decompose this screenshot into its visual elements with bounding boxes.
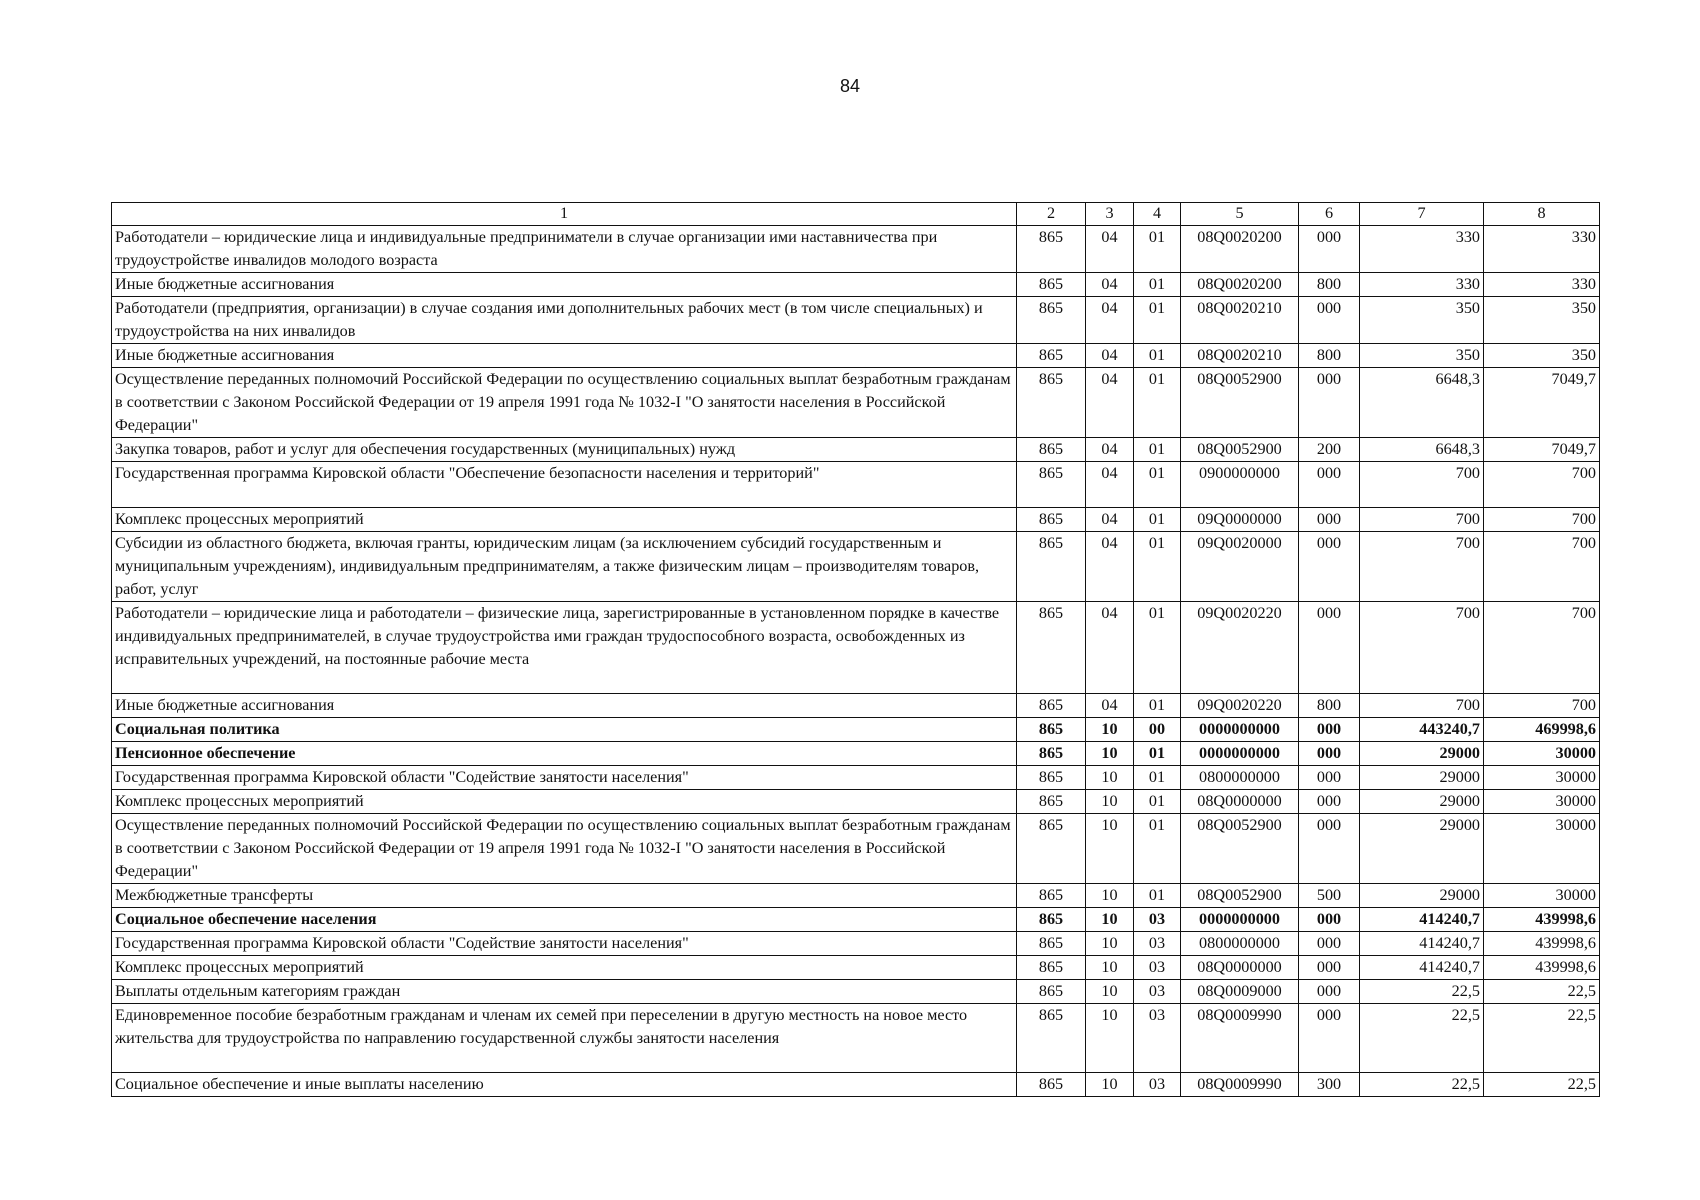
grbs-code-cell: 865 [1017, 1004, 1086, 1073]
grbs-code-cell: 865 [1017, 908, 1086, 932]
expense-type-cell: 000 [1299, 766, 1360, 790]
amount-year1-cell: 414240,7 [1360, 908, 1484, 932]
row-name-cell: Иные бюджетные ассигнования [112, 273, 1017, 297]
row-name-cell: Работодатели – юридические лица и работодатели – физические лица, зарегистрированные в установленном порядке в качестве индивидуальных предпринимателей, в случае трудоустройства ими граждан трудоспособного возраста, освобожденных из исправительных учреждений, на постоянные рабочие места [112, 602, 1017, 694]
subsection-code-cell: 01 [1134, 884, 1181, 908]
row-name-cell: Работодатели – юридические лица и индивидуальные предприниматели в случае организации ими наставничества при трудоустройстве инвалидов молодого возраста [112, 226, 1017, 273]
amount-year1-cell: 29000 [1360, 766, 1484, 790]
target-article-cell: 0000000000 [1181, 718, 1299, 742]
amount-year2-cell: 30000 [1484, 766, 1600, 790]
expense-type-cell: 000 [1299, 718, 1360, 742]
amount-year2-cell: 7049,7 [1484, 368, 1600, 438]
grbs-code-cell: 865 [1017, 368, 1086, 438]
amount-year1-cell: 700 [1360, 694, 1484, 718]
row-name-cell: Комплекс процессных мероприятий [112, 956, 1017, 980]
amount-year1-cell: 6648,3 [1360, 438, 1484, 462]
section-code-cell: 10 [1086, 932, 1134, 956]
amount-year1-cell: 700 [1360, 462, 1484, 508]
table-row [112, 790, 1600, 814]
section-code-cell: 04 [1086, 226, 1134, 273]
row-name-cell: Пенсионное обеспечение [112, 742, 1017, 766]
section-code-cell: 10 [1086, 790, 1134, 814]
subsection-code-cell: 03 [1134, 956, 1181, 980]
row-name-cell: Закупка товаров, работ и услуг для обеспечения государственных (муниципальных) нужд [112, 438, 1017, 462]
row-name-cell: Иные бюджетные ассигнования [112, 344, 1017, 368]
amount-year1-cell: 22,5 [1360, 980, 1484, 1004]
target-article-cell: 08Q0052900 [1181, 814, 1299, 884]
table-row [112, 932, 1600, 956]
target-article-cell: 08Q0009990 [1181, 1073, 1299, 1097]
grbs-code-cell: 865 [1017, 718, 1086, 742]
target-article-cell: 08Q0052900 [1181, 368, 1299, 438]
expense-type-cell: 000 [1299, 932, 1360, 956]
subsection-code-cell: 00 [1134, 718, 1181, 742]
target-article-cell: 09Q0020220 [1181, 602, 1299, 694]
subsection-code-cell: 01 [1134, 344, 1181, 368]
target-article-cell: 0000000000 [1181, 742, 1299, 766]
table-body [112, 226, 1600, 1097]
subsection-code-cell: 01 [1134, 438, 1181, 462]
section-code-cell: 10 [1086, 814, 1134, 884]
column-header-8: 8 [1484, 203, 1600, 226]
table-row [112, 884, 1600, 908]
grbs-code-cell: 865 [1017, 884, 1086, 908]
table-row [112, 344, 1600, 368]
table-row [112, 956, 1600, 980]
amount-year1-cell: 700 [1360, 508, 1484, 532]
amount-year1-cell: 350 [1360, 297, 1484, 344]
target-article-cell: 08Q0000000 [1181, 956, 1299, 980]
table-row [112, 766, 1600, 790]
subsection-code-cell: 01 [1134, 462, 1181, 508]
amount-year1-cell: 443240,7 [1360, 718, 1484, 742]
column-header-2: 2 [1017, 203, 1086, 226]
table-row [112, 742, 1600, 766]
column-header-6: 6 [1299, 203, 1360, 226]
header-row [112, 203, 1600, 226]
page-number: 84 [839, 76, 861, 96]
expense-type-cell: 000 [1299, 1004, 1360, 1073]
row-name-cell: Единовременное пособие безработным гражданам и членам их семей при переселении в другую местность на новое место жительства для трудоустройства по направлению государственной службы занятости населения [112, 1004, 1017, 1073]
expense-type-cell: 000 [1299, 814, 1360, 884]
target-article-cell: 0000000000 [1181, 908, 1299, 932]
table-row [112, 1004, 1600, 1073]
target-article-cell: 08Q0000000 [1181, 790, 1299, 814]
amount-year1-cell: 350 [1360, 344, 1484, 368]
subsection-code-cell: 03 [1134, 932, 1181, 956]
row-name-cell: Выплаты отдельным категориям граждан [112, 980, 1017, 1004]
expense-type-cell: 000 [1299, 368, 1360, 438]
section-code-cell: 04 [1086, 438, 1134, 462]
table-row [112, 438, 1600, 462]
grbs-code-cell: 865 [1017, 297, 1086, 344]
expense-type-cell: 800 [1299, 344, 1360, 368]
grbs-code-cell: 865 [1017, 226, 1086, 273]
target-article-cell: 08Q0009000 [1181, 980, 1299, 1004]
grbs-code-cell: 865 [1017, 1073, 1086, 1097]
row-name-cell: Государственная программа Кировской области "Обеспечение безопасности населения и территорий" [112, 462, 1017, 508]
row-name-cell: Осуществление переданных полномочий Российской Федерации по осуществлению социальных выплат безработным гражданам в соответствии с Законом Российской Федерации от 19 апреля 1991 года № 1032-I "О занятости населения в Российской Федерации" [112, 368, 1017, 438]
amount-year2-cell: 22,5 [1484, 980, 1600, 1004]
expense-type-cell: 500 [1299, 884, 1360, 908]
subsection-code-cell: 03 [1134, 980, 1181, 1004]
row-name-cell: Социальное обеспечение и иные выплаты населению [112, 1073, 1017, 1097]
amount-year1-cell: 414240,7 [1360, 932, 1484, 956]
table-row [112, 694, 1600, 718]
row-name-cell: Комплекс процессных мероприятий [112, 790, 1017, 814]
row-name-cell: Социальное обеспечение населения [112, 908, 1017, 932]
section-code-cell: 10 [1086, 1073, 1134, 1097]
expense-type-cell: 000 [1299, 602, 1360, 694]
amount-year2-cell: 7049,7 [1484, 438, 1600, 462]
target-article-cell: 0800000000 [1181, 932, 1299, 956]
row-name-cell: Иные бюджетные ассигнования [112, 694, 1017, 718]
target-article-cell: 09Q0000000 [1181, 508, 1299, 532]
grbs-code-cell: 865 [1017, 766, 1086, 790]
expense-type-cell: 000 [1299, 508, 1360, 532]
subsection-code-cell: 01 [1134, 508, 1181, 532]
table-row [112, 368, 1600, 438]
amount-year2-cell: 350 [1484, 344, 1600, 368]
table-row [112, 908, 1600, 932]
expense-type-cell: 000 [1299, 790, 1360, 814]
column-header-4: 4 [1134, 203, 1181, 226]
section-code-cell: 04 [1086, 344, 1134, 368]
section-code-cell: 04 [1086, 508, 1134, 532]
row-name-cell: Государственная программа Кировской области "Содействие занятости населения" [112, 932, 1017, 956]
amount-year2-cell: 700 [1484, 508, 1600, 532]
table-row [112, 980, 1600, 1004]
target-article-cell: 09Q0020220 [1181, 694, 1299, 718]
grbs-code-cell: 865 [1017, 814, 1086, 884]
section-code-cell: 04 [1086, 273, 1134, 297]
amount-year2-cell: 30000 [1484, 790, 1600, 814]
amount-year2-cell: 439998,6 [1484, 956, 1600, 980]
subsection-code-cell: 01 [1134, 742, 1181, 766]
row-name-cell: Межбюджетные трансферты [112, 884, 1017, 908]
expense-type-cell: 000 [1299, 532, 1360, 602]
table-row [112, 508, 1600, 532]
grbs-code-cell: 865 [1017, 438, 1086, 462]
amount-year1-cell: 700 [1360, 532, 1484, 602]
grbs-code-cell: 865 [1017, 742, 1086, 766]
amount-year2-cell: 330 [1484, 226, 1600, 273]
subsection-code-cell: 03 [1134, 908, 1181, 932]
grbs-code-cell: 865 [1017, 344, 1086, 368]
subsection-code-cell: 01 [1134, 602, 1181, 694]
amount-year2-cell: 350 [1484, 297, 1600, 344]
table-row [112, 462, 1600, 508]
subsection-code-cell: 01 [1134, 297, 1181, 344]
grbs-code-cell: 865 [1017, 932, 1086, 956]
expense-type-cell: 300 [1299, 1073, 1360, 1097]
grbs-code-cell: 865 [1017, 602, 1086, 694]
table-row [112, 297, 1600, 344]
target-article-cell: 08Q0052900 [1181, 884, 1299, 908]
amount-year2-cell: 700 [1484, 602, 1600, 694]
amount-year1-cell: 414240,7 [1360, 956, 1484, 980]
table-row [112, 226, 1600, 273]
column-header-7: 7 [1360, 203, 1484, 226]
expense-type-cell: 000 [1299, 908, 1360, 932]
row-name-cell: Работодатели (предприятия, организации) в случае создания ими дополнительных рабочих мест (в том числе специальных) и трудоустройства на них инвалидов [112, 297, 1017, 344]
section-code-cell: 04 [1086, 532, 1134, 602]
section-code-cell: 04 [1086, 602, 1134, 694]
expense-type-cell: 000 [1299, 462, 1360, 508]
table-row [112, 1073, 1600, 1097]
amount-year2-cell: 700 [1484, 694, 1600, 718]
expense-type-cell: 800 [1299, 273, 1360, 297]
amount-year1-cell: 330 [1360, 226, 1484, 273]
section-code-cell: 10 [1086, 956, 1134, 980]
target-article-cell: 08Q0052900 [1181, 438, 1299, 462]
expense-type-cell: 800 [1299, 694, 1360, 718]
section-code-cell: 04 [1086, 297, 1134, 344]
grbs-code-cell: 865 [1017, 980, 1086, 1004]
section-code-cell: 10 [1086, 718, 1134, 742]
table-row [112, 602, 1600, 694]
expense-type-cell: 000 [1299, 956, 1360, 980]
target-article-cell: 08Q0020210 [1181, 344, 1299, 368]
grbs-code-cell: 865 [1017, 462, 1086, 508]
amount-year2-cell: 439998,6 [1484, 932, 1600, 956]
amount-year1-cell: 29000 [1360, 742, 1484, 766]
expense-type-cell: 000 [1299, 226, 1360, 273]
subsection-code-cell: 01 [1134, 790, 1181, 814]
amount-year1-cell: 29000 [1360, 790, 1484, 814]
row-name-cell: Государственная программа Кировской области "Содействие занятости населения" [112, 766, 1017, 790]
amount-year1-cell: 330 [1360, 273, 1484, 297]
section-code-cell: 10 [1086, 766, 1134, 790]
section-code-cell: 10 [1086, 980, 1134, 1004]
amount-year1-cell: 6648,3 [1360, 368, 1484, 438]
subsection-code-cell: 01 [1134, 766, 1181, 790]
subsection-code-cell: 01 [1134, 814, 1181, 884]
amount-year2-cell: 330 [1484, 273, 1600, 297]
subsection-code-cell: 03 [1134, 1073, 1181, 1097]
grbs-code-cell: 865 [1017, 694, 1086, 718]
target-article-cell: 09Q0020000 [1181, 532, 1299, 602]
target-article-cell: 0900000000 [1181, 462, 1299, 508]
amount-year1-cell: 22,5 [1360, 1004, 1484, 1073]
expense-type-cell: 000 [1299, 980, 1360, 1004]
section-code-cell: 04 [1086, 694, 1134, 718]
amount-year2-cell: 30000 [1484, 884, 1600, 908]
grbs-code-cell: 865 [1017, 273, 1086, 297]
subsection-code-cell: 01 [1134, 226, 1181, 273]
table-row [112, 273, 1600, 297]
table-row [112, 814, 1600, 884]
row-name-cell: Комплекс процессных мероприятий [112, 508, 1017, 532]
grbs-code-cell: 865 [1017, 790, 1086, 814]
amount-year2-cell: 469998,6 [1484, 718, 1600, 742]
amount-year2-cell: 22,5 [1484, 1004, 1600, 1073]
subsection-code-cell: 01 [1134, 273, 1181, 297]
expense-type-cell: 000 [1299, 742, 1360, 766]
section-code-cell: 10 [1086, 908, 1134, 932]
subsection-code-cell: 03 [1134, 1004, 1181, 1073]
amount-year2-cell: 439998,6 [1484, 908, 1600, 932]
table-row [112, 718, 1600, 742]
section-code-cell: 10 [1086, 742, 1134, 766]
target-article-cell: 08Q0020210 [1181, 297, 1299, 344]
grbs-code-cell: 865 [1017, 508, 1086, 532]
target-article-cell: 08Q0009990 [1181, 1004, 1299, 1073]
column-header-3: 3 [1086, 203, 1134, 226]
expense-type-cell: 000 [1299, 297, 1360, 344]
grbs-code-cell: 865 [1017, 532, 1086, 602]
section-code-cell: 10 [1086, 1004, 1134, 1073]
row-name-cell: Субсидии из областного бюджета, включая гранты, юридическим лицам (за исключением субсидий государственным и муниципальным учреждениям), индивидуальным предпринимателям, а также физическим лицам – производителям товаров, работ, услуг [112, 532, 1017, 602]
amount-year1-cell: 29000 [1360, 814, 1484, 884]
amount-year2-cell: 22,5 [1484, 1073, 1600, 1097]
amount-year2-cell: 700 [1484, 532, 1600, 602]
amount-year1-cell: 29000 [1360, 884, 1484, 908]
amount-year1-cell: 22,5 [1360, 1073, 1484, 1097]
row-name-cell: Осуществление переданных полномочий Российской Федерации по осуществлению социальных выплат безработным гражданам в соответствии с Законом Российской Федерации от 19 апреля 1991 года № 1032-I "О занятости населения в Российской Федерации" [112, 814, 1017, 884]
subsection-code-cell: 01 [1134, 532, 1181, 602]
target-article-cell: 0800000000 [1181, 766, 1299, 790]
target-article-cell: 08Q0020200 [1181, 273, 1299, 297]
target-article-cell: 08Q0020200 [1181, 226, 1299, 273]
amount-year2-cell: 30000 [1484, 742, 1600, 766]
table-row [112, 532, 1600, 602]
expense-type-cell: 200 [1299, 438, 1360, 462]
amount-year2-cell: 30000 [1484, 814, 1600, 884]
amount-year2-cell: 700 [1484, 462, 1600, 508]
budget-table [111, 202, 1600, 1097]
subsection-code-cell: 01 [1134, 368, 1181, 438]
grbs-code-cell: 865 [1017, 956, 1086, 980]
column-header-5: 5 [1181, 203, 1299, 226]
section-code-cell: 04 [1086, 368, 1134, 438]
column-header-1: 1 [112, 203, 1017, 226]
subsection-code-cell: 01 [1134, 694, 1181, 718]
amount-year1-cell: 700 [1360, 602, 1484, 694]
section-code-cell: 04 [1086, 462, 1134, 508]
row-name-cell: Социальная политика [112, 718, 1017, 742]
section-code-cell: 10 [1086, 884, 1134, 908]
